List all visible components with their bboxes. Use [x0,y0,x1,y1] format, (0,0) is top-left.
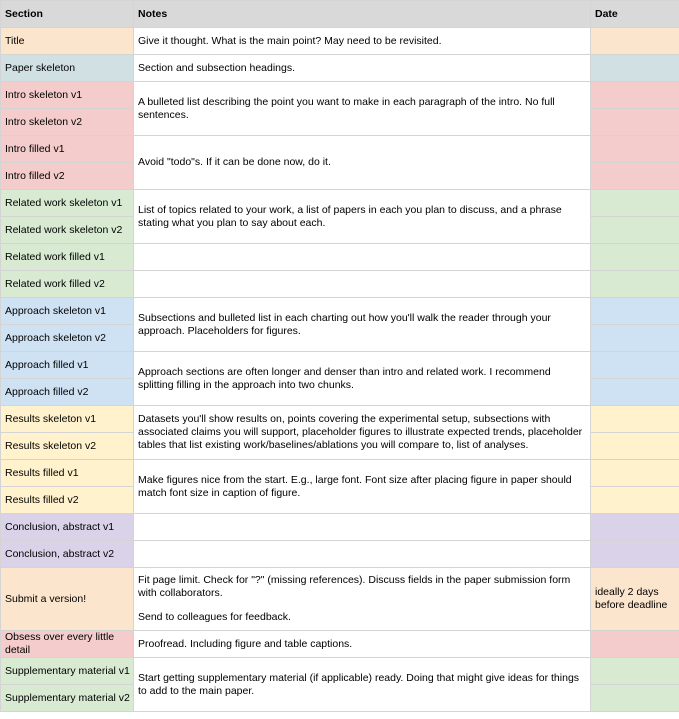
table-row [1,271,679,298]
notes-cell[interactable]: Datasets you'll show results on, points covering the experimental setup, subsections with associated claims you will support, placeholder figures to illustrate expected trends, placeholder tables that list existing work/baselines/ablations you will compare to, list of analyses. [134,406,591,460]
date-cell[interactable] [591,82,679,109]
section-cell[interactable]: Supplementary material v2 [1,685,134,712]
date-cell[interactable] [591,541,679,568]
date-cell[interactable] [591,271,679,298]
section-cell[interactable]: Related work skeleton v2 [1,217,134,244]
section-cell[interactable]: Supplementary material v1 [1,658,134,685]
section-cell[interactable]: Related work filled v1 [1,244,134,271]
table-row [1,136,679,163]
date-cell[interactable] [591,685,679,712]
table-row [1,55,679,82]
notes-cell[interactable] [134,271,591,298]
date-cell[interactable] [591,658,679,685]
notes-cell[interactable]: List of topics related to your work, a list of papers in each you plan to discuss, and a phrase stating what you plan to say about each. [134,190,591,244]
table-row [1,298,679,325]
date-cell[interactable] [591,55,679,82]
date-cell[interactable] [591,460,679,487]
date-cell[interactable] [591,298,679,325]
section-cell[interactable]: Approach filled v2 [1,379,134,406]
section-cell[interactable]: Intro skeleton v1 [1,82,134,109]
notes-cell[interactable]: Avoid "todo"s. If it can be done now, do it. [134,136,591,190]
table-row [1,658,679,685]
notes-cell[interactable]: Proofread. Including figure and table captions. [134,631,591,658]
section-cell[interactable]: Related work skeleton v1 [1,190,134,217]
notes-cell[interactable]: Approach sections are often longer and denser than intro and related work. I recommend splitting filling in the approach into two chunks. [134,352,591,406]
notes-cell[interactable] [134,514,591,541]
date-cell[interactable] [591,406,679,433]
section-cell[interactable]: Approach filled v1 [1,352,134,379]
table-row [1,352,679,379]
date-cell[interactable] [591,217,679,244]
date-cell[interactable] [591,163,679,190]
date-cell[interactable] [591,514,679,541]
section-cell[interactable]: Related work filled v2 [1,271,134,298]
date-cell[interactable] [591,487,679,514]
table-row [1,190,679,217]
date-cell[interactable] [591,244,679,271]
table-row [1,541,679,568]
table-row [1,82,679,109]
header-section[interactable]: Section [1,1,134,28]
date-cell[interactable] [591,28,679,55]
notes-paragraph: Send to colleagues for feedback. [138,611,291,623]
notes-cell[interactable] [134,244,591,271]
section-cell[interactable]: Title [1,28,134,55]
table-row [1,568,679,631]
section-cell[interactable]: Paper skeleton [1,55,134,82]
notes-paragraph: Fit page limit. Check for "?" (missing references). Discuss fields in the paper submission form with collaborators. [138,574,571,599]
section-cell[interactable]: Intro skeleton v2 [1,109,134,136]
section-cell[interactable]: Results skeleton v1 [1,406,134,433]
notes-cell[interactable]: Section and subsection headings. [134,55,591,82]
notes-cell[interactable]: Give it thought. What is the main point? May need to be revisited. [134,28,591,55]
section-cell[interactable]: Results filled v1 [1,460,134,487]
header-notes[interactable]: Notes [134,1,591,28]
notes-cell[interactable] [134,541,591,568]
section-cell[interactable]: Results filled v2 [1,487,134,514]
table-row [1,28,679,55]
header-row [1,1,679,28]
table-row [1,406,679,433]
header-date[interactable]: Date [591,1,679,28]
section-cell[interactable]: Intro filled v2 [1,163,134,190]
table-row [1,460,679,487]
section-cell[interactable]: Intro filled v1 [1,136,134,163]
section-cell[interactable]: Approach skeleton v2 [1,325,134,352]
notes-cell[interactable]: Subsections and bulleted list in each charting out how you'll walk the reader through your approach. Placeholders for figures. [134,298,591,352]
date-cell[interactable] [591,109,679,136]
notes-cell[interactable] [134,568,591,631]
section-cell[interactable]: Results skeleton v2 [1,433,134,460]
table-row [1,514,679,541]
table-row [1,244,679,271]
date-cell[interactable] [591,352,679,379]
notes-cell[interactable]: Make figures nice from the start. E.g., large font. Font size after placing figure in paper should match font size in caption of figure. [134,460,591,514]
section-cell[interactable]: Submit a version! [1,568,134,631]
section-cell[interactable]: Conclusion, abstract v2 [1,541,134,568]
section-cell[interactable]: Obsess over every little detail [1,631,134,658]
section-cell[interactable]: Approach skeleton v1 [1,298,134,325]
date-cell[interactable]: ideally 2 days before deadline [591,568,679,631]
paragraph-gap [138,600,586,611]
date-cell[interactable] [591,190,679,217]
section-cell[interactable]: Conclusion, abstract v1 [1,514,134,541]
date-cell[interactable] [591,433,679,460]
date-cell[interactable] [591,325,679,352]
table-row [1,631,679,658]
notes-cell[interactable]: Start getting supplementary material (if applicable) ready. Doing that might give ideas for things to add to the main paper. [134,658,591,712]
date-cell[interactable] [591,379,679,406]
date-cell[interactable] [591,631,679,658]
date-cell[interactable] [591,136,679,163]
notes-cell[interactable]: A bulleted list describing the point you want to make in each paragraph of the intro. No full sentences. [134,82,591,136]
